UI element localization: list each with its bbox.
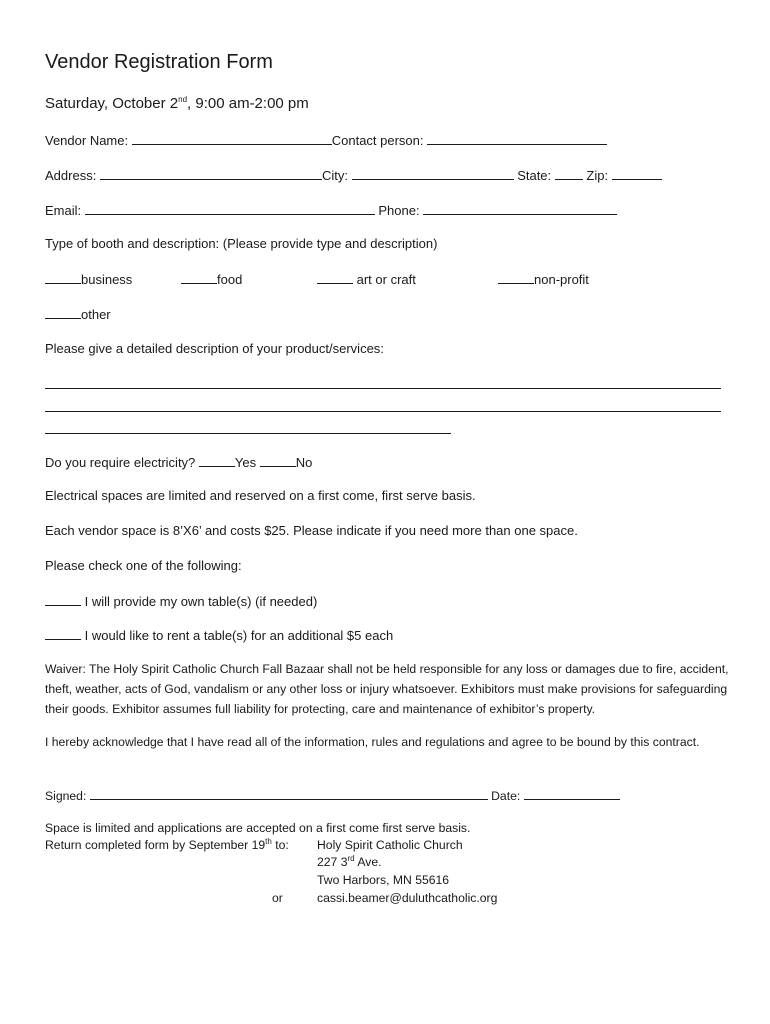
zip-label: Zip: xyxy=(586,168,609,183)
space-note: Each vendor space is 8’X6’ and costs $25. Please indicate if you need more than one space. xyxy=(45,523,578,538)
page-title: Vendor Registration Form xyxy=(45,51,273,73)
option-label: I would like to rent a table(s) for an additional $5 each xyxy=(84,628,394,643)
vendor-name-label: Vendor Name: xyxy=(45,133,129,148)
booth-option-food[interactable] xyxy=(181,271,242,288)
booth-option-art[interactable] xyxy=(317,271,416,288)
electricity-yes-blank[interactable] xyxy=(199,454,235,467)
checkbox-blank[interactable] xyxy=(45,593,81,606)
vendor-name-field[interactable] xyxy=(132,132,332,145)
date-time: , 9:00 am-2:00 pm xyxy=(187,95,309,112)
church-street xyxy=(317,854,382,870)
signature-field[interactable] xyxy=(90,787,488,800)
city-label: City: xyxy=(321,168,348,183)
phone-field[interactable] xyxy=(423,202,617,215)
electricity-no-blank[interactable] xyxy=(260,454,296,467)
date-text: Saturday, October 2 xyxy=(45,95,179,112)
own-table-option[interactable] xyxy=(45,593,317,610)
email-phone-row xyxy=(45,202,617,219)
date-suffix: nd xyxy=(178,95,188,104)
checkbox-blank[interactable] xyxy=(45,306,81,319)
date-label: Date: xyxy=(491,789,521,803)
electricity-yes-label: Yes xyxy=(234,455,257,470)
checkbox-blank[interactable] xyxy=(45,627,81,640)
return-suffix: th xyxy=(265,836,272,846)
street-suffix: rd xyxy=(347,853,355,863)
signed-label: Signed: xyxy=(45,789,87,803)
option-label: other xyxy=(81,307,111,322)
return-to: to: xyxy=(271,838,289,852)
street-ave: Ave. xyxy=(354,855,382,869)
return-text: Return completed form by September 19 xyxy=(45,838,266,852)
checkbox-blank[interactable] xyxy=(317,271,353,284)
state-label: State: xyxy=(517,168,552,183)
option-label: business xyxy=(81,272,133,287)
address-row xyxy=(45,167,662,184)
description-line-1[interactable] xyxy=(45,388,721,389)
church-name: Holy Spirit Catholic Church xyxy=(317,838,463,852)
checkbox-blank[interactable] xyxy=(181,271,217,284)
description-line-2[interactable] xyxy=(45,411,721,412)
zip-field[interactable] xyxy=(612,167,662,180)
date-field[interactable] xyxy=(524,787,620,800)
vendor-contact-row xyxy=(45,132,607,149)
city-field[interactable] xyxy=(352,167,514,180)
description-prompt: Please give a detailed description of your product/services: xyxy=(45,341,384,356)
email-label: Email: xyxy=(45,203,82,218)
electricity-question: Do you require electricity? xyxy=(45,455,196,470)
acknowledge-text: I hereby acknowledge that I have read all of the information, rules and regulations and agree to be bound by this contract. xyxy=(45,735,700,749)
address-label: Address: xyxy=(45,168,97,183)
state-field[interactable] xyxy=(555,167,583,180)
waiver-text: Waiver: The Holy Spirit Catholic Church Fall Bazaar shall not be held responsible for any loss or damages due to fire, accident, theft, weather, acts of God, vandalism or any other loss or injury whatsoever. Exhibitors must make provisions for safeguarding their goods. Exhibitor assumes full liability for protecting, care and maintenance of exhibitor’s property. xyxy=(45,662,729,716)
return-by-note xyxy=(45,837,289,853)
description-line-3[interactable] xyxy=(45,433,451,434)
option-label: I will provide my own table(s) (if needed) xyxy=(84,594,318,609)
electricity-no-label: No xyxy=(295,455,313,470)
option-label: food xyxy=(217,272,243,287)
booth-option-other[interactable] xyxy=(45,306,111,323)
space-limited-note: Space is limited and applications are accepted on a first come first serve basis. xyxy=(45,821,471,835)
option-label: art or craft xyxy=(356,272,416,287)
option-label: non-profit xyxy=(534,272,589,287)
checkbox-blank[interactable] xyxy=(498,271,534,284)
address-field[interactable] xyxy=(100,167,322,180)
rent-table-option[interactable] xyxy=(45,627,393,644)
booth-option-nonprofit[interactable] xyxy=(498,271,589,288)
booth-heading: Type of booth and description: (Please provide type and description) xyxy=(45,236,438,251)
street-text: 227 3 xyxy=(317,855,348,869)
electricity-row xyxy=(45,454,312,471)
phone-label: Phone: xyxy=(378,203,420,218)
check-prompt: Please check one of the following: xyxy=(45,558,242,573)
contact-person-label: Contact person: xyxy=(331,133,424,148)
contact-email-link[interactable]: cassi.beamer@duluthcatholic.org xyxy=(317,891,498,905)
or-label: or xyxy=(272,891,283,905)
church-city-state: Two Harbors, MN 55616 xyxy=(317,873,450,887)
booth-option-business[interactable] xyxy=(45,271,132,288)
event-date xyxy=(45,95,309,113)
contact-person-field[interactable] xyxy=(427,132,607,145)
email-field[interactable] xyxy=(85,202,375,215)
electrical-note: Electrical spaces are limited and reserved on a first come, first serve basis. xyxy=(45,488,476,503)
checkbox-blank[interactable] xyxy=(45,271,81,284)
signature-row xyxy=(45,787,620,804)
